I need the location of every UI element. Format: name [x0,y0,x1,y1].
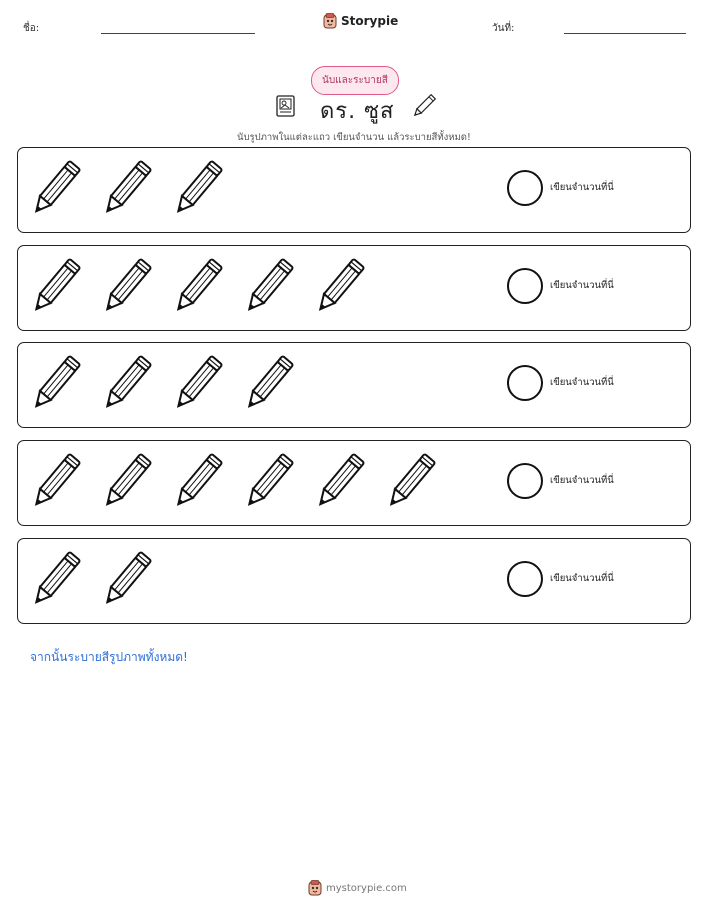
pencil-icon [99,351,153,417]
date-line[interactable] [564,33,686,34]
topic-badge: นับและระบายสี [311,66,399,95]
footer-brand [308,880,407,896]
answer-label: เขียนจำนวนที่นี่ [550,475,614,486]
pencil-icon [241,449,295,515]
pencil-icon [28,449,82,515]
closing-instruction: จากนั้นระบายสีรูปภาพทั้งหมด! [30,650,188,664]
answer-circle[interactable] [507,365,543,401]
brand-logo [323,13,398,29]
answer-circle[interactable] [507,170,543,206]
answer-label: เขียนจำนวนที่นี่ [550,377,614,388]
pencil-icon [241,351,295,417]
worksheet-title: ดร. ซูส [320,99,395,124]
date-label: วันที่: [492,23,515,34]
pencil-icon [170,156,224,222]
answer-label: เขียนจำนวนที่นี่ [550,182,614,193]
pencil-group [28,449,437,515]
counting-row [17,342,691,428]
pencil-icon [410,91,438,121]
pencil-icon [170,254,224,320]
name-line[interactable] [101,33,255,34]
footer-site[interactable]: mystorypie.com [326,882,407,894]
storypie-logo-icon [308,880,322,896]
answer-circle[interactable] [507,268,543,304]
book-icon [274,94,298,118]
instructions-text: นับรูปภาพในแต่ละแถว เขียนจำนวน แล้วระบายสีทั้งหมด! [237,132,471,143]
pencil-group [28,254,366,320]
counting-row [17,245,691,331]
pencil-icon [28,351,82,417]
pencil-icon [99,254,153,320]
pencil-icon [241,254,295,320]
pencil-icon [28,547,82,613]
pencil-icon [99,449,153,515]
pencil-icon [170,449,224,515]
pencil-icon [170,351,224,417]
pencil-icon [28,254,82,320]
pencil-group [28,156,224,222]
name-label: ชื่อ: [23,23,40,34]
counting-row [17,538,691,624]
pencil-group [28,547,153,613]
counting-row [17,440,691,526]
pencil-icon [383,449,437,515]
answer-label: เขียนจำนวนที่นี่ [550,573,614,584]
pencil-icon [99,156,153,222]
answer-circle[interactable] [507,561,543,597]
storypie-logo-icon [323,13,337,29]
counting-row [17,147,691,233]
pencil-icon [28,156,82,222]
pencil-icon [312,254,366,320]
pencil-icon [99,547,153,613]
brand-name: Storypie [341,14,399,28]
pencil-group [28,351,295,417]
answer-circle[interactable] [507,463,543,499]
answer-label: เขียนจำนวนที่นี่ [550,280,614,291]
pencil-icon [312,449,366,515]
